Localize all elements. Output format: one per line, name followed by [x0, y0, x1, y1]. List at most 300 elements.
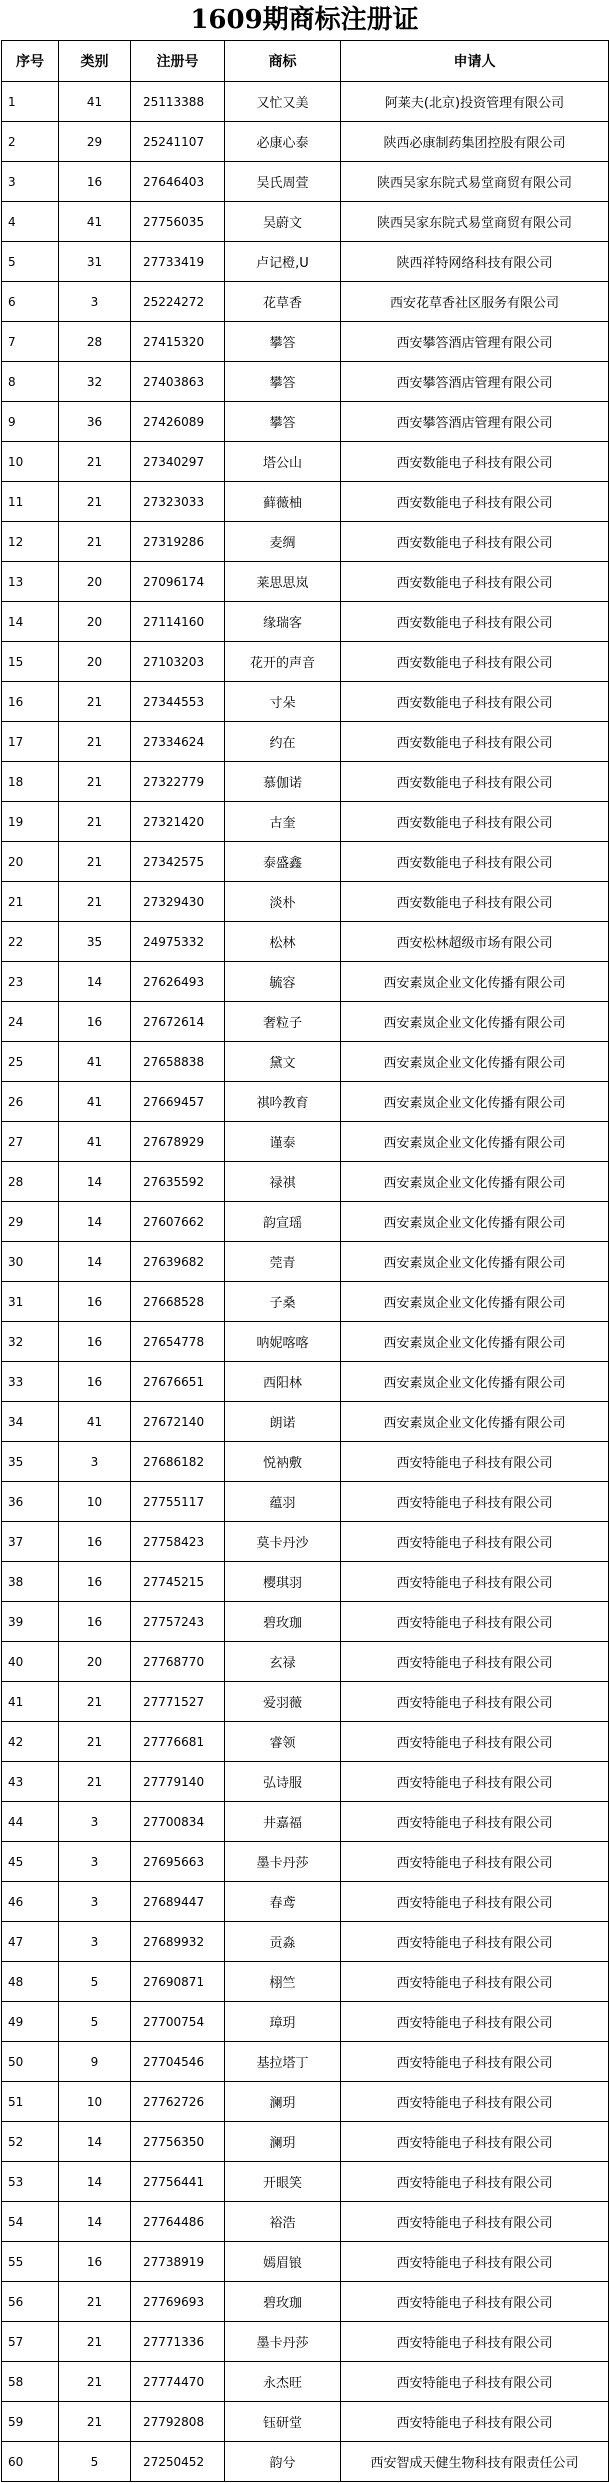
cell-seq: 30 — [2, 1242, 59, 1282]
cell-applicant: 西安数能电子科技有限公司 — [341, 482, 609, 522]
cell-applicant: 西安数能电子科技有限公司 — [341, 522, 609, 562]
table-row — [2, 1242, 609, 1282]
cell-trademark: 嫣眉锒 — [225, 2242, 341, 2282]
table-row — [2, 2282, 609, 2322]
cell-reg-no: 27607662 — [131, 1202, 225, 1242]
cell-reg-no: 27646403 — [131, 162, 225, 202]
cell-applicant: 西安特能电子科技有限公司 — [341, 1762, 609, 1802]
cell-trademark: 贡淼 — [225, 1922, 341, 1962]
cell-reg-no: 27403863 — [131, 362, 225, 402]
table-row — [2, 2362, 609, 2402]
cell-trademark: 墨卡丹莎 — [225, 1842, 341, 1882]
table-row — [2, 642, 609, 682]
cell-trademark: 花开的声音 — [225, 642, 341, 682]
table-row — [2, 1402, 609, 1442]
cell-seq: 7 — [2, 322, 59, 362]
cell-seq: 15 — [2, 642, 59, 682]
cell-trademark: 墨卡丹莎 — [225, 2322, 341, 2362]
cell-seq: 42 — [2, 1722, 59, 1762]
cell-seq: 1 — [2, 82, 59, 122]
table-row — [2, 2162, 609, 2202]
cell-seq: 52 — [2, 2122, 59, 2162]
cell-seq: 41 — [2, 1682, 59, 1722]
table-row — [2, 922, 609, 962]
cell-seq: 4 — [2, 202, 59, 242]
cell-applicant: 陕西吴家东院式易堂商贸有限公司 — [341, 202, 609, 242]
cell-class: 3 — [59, 282, 131, 322]
cell-trademark: 西阳林 — [225, 1362, 341, 1402]
cell-seq: 3 — [2, 162, 59, 202]
cell-trademark: 裕浩 — [225, 2202, 341, 2242]
cell-applicant: 西安数能电子科技有限公司 — [341, 602, 609, 642]
table-row — [2, 1282, 609, 1322]
table-row — [2, 362, 609, 402]
cell-class: 21 — [59, 1722, 131, 1762]
cell-reg-no: 27669457 — [131, 1082, 225, 1122]
cell-class: 14 — [59, 2162, 131, 2202]
cell-applicant: 西安特能电子科技有限公司 — [341, 2042, 609, 2082]
cell-class: 9 — [59, 2042, 131, 2082]
cell-reg-no: 27768770 — [131, 1642, 225, 1682]
cell-trademark: 卢记橙,U — [225, 242, 341, 282]
cell-class: 16 — [59, 2242, 131, 2282]
cell-class: 21 — [59, 2362, 131, 2402]
cell-applicant: 西安特能电子科技有限公司 — [341, 1962, 609, 2002]
cell-class: 20 — [59, 602, 131, 642]
table-row — [2, 322, 609, 362]
cell-trademark: 澜玥 — [225, 2122, 341, 2162]
cell-seq: 56 — [2, 2282, 59, 2322]
cell-reg-no: 27690871 — [131, 1962, 225, 2002]
cell-applicant: 西安特能电子科技有限公司 — [341, 1442, 609, 1482]
table-row — [2, 842, 609, 882]
cell-applicant: 西安特能电子科技有限公司 — [341, 2002, 609, 2042]
table-row — [2, 1722, 609, 1762]
cell-applicant: 西安特能电子科技有限公司 — [341, 1802, 609, 1842]
cell-seq: 57 — [2, 2322, 59, 2362]
cell-seq: 16 — [2, 682, 59, 722]
cell-reg-no: 27654778 — [131, 1322, 225, 1362]
cell-seq: 11 — [2, 482, 59, 522]
cell-reg-no: 27792808 — [131, 2402, 225, 2442]
cell-class: 21 — [59, 2322, 131, 2362]
cell-reg-no: 27319286 — [131, 522, 225, 562]
cell-seq: 49 — [2, 2002, 59, 2042]
cell-reg-no: 27103203 — [131, 642, 225, 682]
cell-reg-no: 27764486 — [131, 2202, 225, 2242]
cell-class: 14 — [59, 962, 131, 1002]
cell-seq: 55 — [2, 2242, 59, 2282]
cell-reg-no: 27686182 — [131, 1442, 225, 1482]
cell-trademark: 泰盛鑫 — [225, 842, 341, 882]
cell-reg-no: 27322779 — [131, 762, 225, 802]
cell-trademark: 璋玥 — [225, 2002, 341, 2042]
cell-class: 41 — [59, 1122, 131, 1162]
cell-class: 5 — [59, 2002, 131, 2042]
table-row — [2, 1202, 609, 1242]
cell-applicant: 西安特能电子科技有限公司 — [341, 1562, 609, 1602]
cell-seq: 43 — [2, 1762, 59, 1802]
cell-applicant: 西安攀答酒店管理有限公司 — [341, 402, 609, 442]
cell-trademark: 寸朵 — [225, 682, 341, 722]
table-body — [2, 82, 609, 2482]
table-row — [2, 962, 609, 1002]
table-row — [2, 682, 609, 722]
cell-seq: 60 — [2, 2442, 59, 2482]
cell-seq: 17 — [2, 722, 59, 762]
cell-applicant: 西安特能电子科技有限公司 — [341, 2322, 609, 2362]
cell-class: 5 — [59, 1962, 131, 2002]
cell-seq: 59 — [2, 2402, 59, 2442]
cell-trademark: 祺吟教育 — [225, 1082, 341, 1122]
cell-applicant: 西安素岚企业文化传播有限公司 — [341, 1202, 609, 1242]
cell-applicant: 西安特能电子科技有限公司 — [341, 2242, 609, 2282]
cell-seq: 23 — [2, 962, 59, 1002]
cell-applicant: 西安素岚企业文化传播有限公司 — [341, 1042, 609, 1082]
cell-class: 41 — [59, 1082, 131, 1122]
table-row — [2, 2082, 609, 2122]
cell-seq: 45 — [2, 1842, 59, 1882]
cell-seq: 58 — [2, 2362, 59, 2402]
cell-class: 21 — [59, 682, 131, 722]
cell-applicant: 西安松林超级市场有限公司 — [341, 922, 609, 962]
cell-seq: 47 — [2, 1922, 59, 1962]
cell-trademark: 春鸢 — [225, 1882, 341, 1922]
cell-reg-no: 27114160 — [131, 602, 225, 642]
cell-applicant: 西安特能电子科技有限公司 — [341, 1882, 609, 1922]
table-row — [2, 1122, 609, 1162]
cell-seq: 53 — [2, 2162, 59, 2202]
cell-applicant: 陕西吴家东院式易堂商贸有限公司 — [341, 162, 609, 202]
cell-reg-no: 27755117 — [131, 1482, 225, 1522]
table-row — [2, 1842, 609, 1882]
cell-reg-no: 27668528 — [131, 1282, 225, 1322]
table-row — [2, 2122, 609, 2162]
cell-reg-no: 27321420 — [131, 802, 225, 842]
header-class: 类别 — [59, 41, 131, 82]
cell-trademark: 约在 — [225, 722, 341, 762]
cell-trademark: 松林 — [225, 922, 341, 962]
cell-applicant: 西安特能电子科技有限公司 — [341, 2362, 609, 2402]
cell-class: 14 — [59, 1242, 131, 1282]
cell-applicant: 陕西必康制药集团控股有限公司 — [341, 122, 609, 162]
table-row — [2, 2042, 609, 2082]
cell-reg-no: 27704546 — [131, 2042, 225, 2082]
cell-trademark: 麦绸 — [225, 522, 341, 562]
cell-applicant: 西安特能电子科技有限公司 — [341, 1642, 609, 1682]
cell-applicant: 西安攀答酒店管理有限公司 — [341, 362, 609, 402]
cell-trademark: 塔公山 — [225, 442, 341, 482]
cell-trademark: 钰研堂 — [225, 2402, 341, 2442]
cell-trademark: 谨泰 — [225, 1122, 341, 1162]
cell-applicant: 西安素岚企业文化传播有限公司 — [341, 1322, 609, 1362]
cell-seq: 2 — [2, 122, 59, 162]
cell-applicant: 西安素岚企业文化传播有限公司 — [341, 1082, 609, 1122]
cell-seq: 44 — [2, 1802, 59, 1842]
table-row — [2, 1442, 609, 1482]
table-row — [2, 1042, 609, 1082]
cell-seq: 13 — [2, 562, 59, 602]
table-row — [2, 1322, 609, 1362]
cell-trademark: 爱羽薇 — [225, 1682, 341, 1722]
table-row — [2, 1162, 609, 1202]
cell-reg-no: 27658838 — [131, 1042, 225, 1082]
table-row — [2, 762, 609, 802]
cell-applicant: 西安特能电子科技有限公司 — [341, 1682, 609, 1722]
cell-trademark: 碧玫珈 — [225, 1602, 341, 1642]
cell-applicant: 西安特能电子科技有限公司 — [341, 1842, 609, 1882]
cell-applicant: 西安数能电子科技有限公司 — [341, 642, 609, 682]
cell-reg-no: 27323033 — [131, 482, 225, 522]
cell-applicant: 西安数能电子科技有限公司 — [341, 842, 609, 882]
cell-trademark: 永杰旺 — [225, 2362, 341, 2402]
cell-applicant: 西安特能电子科技有限公司 — [341, 2402, 609, 2442]
cell-reg-no: 27762726 — [131, 2082, 225, 2122]
table-row — [2, 1762, 609, 1802]
cell-trademark: 慕伽诺 — [225, 762, 341, 802]
cell-class: 20 — [59, 642, 131, 682]
cell-trademark: 花草香 — [225, 282, 341, 322]
cell-reg-no: 27758423 — [131, 1522, 225, 1562]
cell-reg-no: 27334624 — [131, 722, 225, 762]
table-row — [2, 1802, 609, 1842]
cell-trademark: 子桑 — [225, 1282, 341, 1322]
cell-applicant: 西安素岚企业文化传播有限公司 — [341, 1242, 609, 1282]
cell-applicant: 西安特能电子科技有限公司 — [341, 2162, 609, 2202]
cell-class: 16 — [59, 162, 131, 202]
trademark-table — [1, 40, 609, 2482]
cell-class: 10 — [59, 2082, 131, 2122]
cell-seq: 37 — [2, 1522, 59, 1562]
cell-trademark: 开眼笑 — [225, 2162, 341, 2202]
cell-class: 41 — [59, 82, 131, 122]
cell-reg-no: 27695663 — [131, 1842, 225, 1882]
cell-class: 41 — [59, 1042, 131, 1082]
cell-reg-no: 27340297 — [131, 442, 225, 482]
cell-seq: 10 — [2, 442, 59, 482]
cell-seq: 35 — [2, 1442, 59, 1482]
cell-reg-no: 27678929 — [131, 1122, 225, 1162]
cell-class: 16 — [59, 1362, 131, 1402]
cell-reg-no: 27639682 — [131, 1242, 225, 1282]
cell-reg-no: 27738919 — [131, 2242, 225, 2282]
cell-class: 3 — [59, 1922, 131, 1962]
cell-trademark: 奢粒子 — [225, 1002, 341, 1042]
cell-class: 16 — [59, 1602, 131, 1642]
table-row — [2, 522, 609, 562]
cell-seq: 20 — [2, 842, 59, 882]
cell-seq: 50 — [2, 2042, 59, 2082]
cell-class: 16 — [59, 1322, 131, 1362]
cell-reg-no: 27776681 — [131, 1722, 225, 1762]
cell-applicant: 西安素岚企业文化传播有限公司 — [341, 1282, 609, 1322]
cell-seq: 33 — [2, 1362, 59, 1402]
table-row — [2, 1882, 609, 1922]
cell-reg-no: 27733419 — [131, 242, 225, 282]
table-row — [2, 802, 609, 842]
cell-class: 3 — [59, 1802, 131, 1842]
cell-seq: 34 — [2, 1402, 59, 1442]
table-row — [2, 1562, 609, 1602]
cell-trademark: 弘诗服 — [225, 1762, 341, 1802]
cell-class: 14 — [59, 1162, 131, 1202]
table-row — [2, 2322, 609, 2362]
cell-trademark: 攀答 — [225, 322, 341, 362]
table-row — [2, 602, 609, 642]
cell-applicant: 西安数能电子科技有限公司 — [341, 442, 609, 482]
table-row — [2, 402, 609, 442]
cell-class: 21 — [59, 522, 131, 562]
cell-class: 21 — [59, 2402, 131, 2442]
cell-class: 21 — [59, 842, 131, 882]
cell-applicant: 西安特能电子科技有限公司 — [341, 1722, 609, 1762]
cell-trademark: 朗诺 — [225, 1402, 341, 1442]
cell-trademark: 又忙又美 — [225, 82, 341, 122]
cell-reg-no: 27672614 — [131, 1002, 225, 1042]
cell-applicant: 西安数能电子科技有限公司 — [341, 762, 609, 802]
cell-class: 16 — [59, 1002, 131, 1042]
cell-class: 21 — [59, 722, 131, 762]
cell-seq: 12 — [2, 522, 59, 562]
cell-applicant: 西安数能电子科技有限公司 — [341, 802, 609, 842]
cell-seq: 40 — [2, 1642, 59, 1682]
cell-class: 10 — [59, 1482, 131, 1522]
cell-trademark: 淡朴 — [225, 882, 341, 922]
cell-trademark: 黛文 — [225, 1042, 341, 1082]
cell-seq: 36 — [2, 1482, 59, 1522]
table-row — [2, 2402, 609, 2442]
cell-trademark: 睿领 — [225, 1722, 341, 1762]
cell-class: 32 — [59, 362, 131, 402]
cell-class: 41 — [59, 1402, 131, 1442]
cell-reg-no: 27771336 — [131, 2322, 225, 2362]
table-row — [2, 202, 609, 242]
cell-applicant: 阿莱夫(北京)投资管理有限公司 — [341, 82, 609, 122]
cell-applicant: 西安特能电子科技有限公司 — [341, 1602, 609, 1642]
cell-class: 14 — [59, 2202, 131, 2242]
table-row — [2, 562, 609, 602]
table-row — [2, 1482, 609, 1522]
cell-trademark: 韵宣瑶 — [225, 1202, 341, 1242]
cell-trademark: 井嘉福 — [225, 1802, 341, 1842]
cell-class: 16 — [59, 1522, 131, 1562]
cell-class: 29 — [59, 122, 131, 162]
cell-applicant: 西安特能电子科技有限公司 — [341, 1482, 609, 1522]
cell-applicant: 西安攀答酒店管理有限公司 — [341, 322, 609, 362]
header-seq: 序号 — [2, 41, 59, 82]
cell-reg-no: 27250452 — [131, 2442, 225, 2482]
table-row — [2, 1962, 609, 2002]
cell-applicant: 陕西祥特网络科技有限公司 — [341, 242, 609, 282]
cell-seq: 39 — [2, 1602, 59, 1642]
cell-applicant: 西安数能电子科技有限公司 — [341, 562, 609, 602]
cell-seq: 5 — [2, 242, 59, 282]
cell-seq: 28 — [2, 1162, 59, 1202]
table-row — [2, 1682, 609, 1722]
header-reg-no: 注册号 — [131, 41, 225, 82]
cell-reg-no: 27426089 — [131, 402, 225, 442]
cell-trademark: 毓容 — [225, 962, 341, 1002]
cell-class: 3 — [59, 1882, 131, 1922]
cell-applicant: 西安特能电子科技有限公司 — [341, 2202, 609, 2242]
cell-class: 21 — [59, 442, 131, 482]
cell-class: 14 — [59, 2122, 131, 2162]
cell-applicant: 西安素岚企业文化传播有限公司 — [341, 1402, 609, 1442]
cell-trademark: 呐妮喀喀 — [225, 1322, 341, 1362]
table-row — [2, 1362, 609, 1402]
cell-class: 21 — [59, 482, 131, 522]
cell-seq: 32 — [2, 1322, 59, 1362]
cell-reg-no: 27415320 — [131, 322, 225, 362]
cell-applicant: 西安数能电子科技有限公司 — [341, 722, 609, 762]
cell-class: 28 — [59, 322, 131, 362]
table-row — [2, 282, 609, 322]
cell-reg-no: 27676651 — [131, 1362, 225, 1402]
cell-trademark: 碧玫珈 — [225, 2282, 341, 2322]
cell-trademark: 禄祺 — [225, 1162, 341, 1202]
cell-seq: 48 — [2, 1962, 59, 2002]
cell-reg-no: 24975332 — [131, 922, 225, 962]
table-row — [2, 122, 609, 162]
table-row — [2, 1642, 609, 1682]
cell-trademark: 吴蔚文 — [225, 202, 341, 242]
cell-class: 3 — [59, 1842, 131, 1882]
cell-reg-no: 27344553 — [131, 682, 225, 722]
cell-class: 41 — [59, 202, 131, 242]
header-trademark: 商标 — [225, 41, 341, 82]
cell-trademark: 必康心泰 — [225, 122, 341, 162]
cell-trademark: 玄禄 — [225, 1642, 341, 1682]
cell-seq: 8 — [2, 362, 59, 402]
cell-reg-no: 27774470 — [131, 2362, 225, 2402]
cell-reg-no: 27745215 — [131, 1562, 225, 1602]
cell-applicant: 西安特能电子科技有限公司 — [341, 2282, 609, 2322]
cell-trademark: 韵兮 — [225, 2442, 341, 2482]
cell-seq: 25 — [2, 1042, 59, 1082]
cell-reg-no: 27342575 — [131, 842, 225, 882]
cell-class: 21 — [59, 1682, 131, 1722]
table-row — [2, 1922, 609, 1962]
table-row — [2, 1602, 609, 1642]
cell-reg-no: 27756350 — [131, 2122, 225, 2162]
cell-class: 3 — [59, 1442, 131, 1482]
table-row — [2, 82, 609, 122]
cell-reg-no: 27329430 — [131, 882, 225, 922]
table-row — [2, 2002, 609, 2042]
cell-reg-no: 27757243 — [131, 1602, 225, 1642]
cell-reg-no: 27771527 — [131, 1682, 225, 1722]
table-row — [2, 722, 609, 762]
cell-class: 21 — [59, 802, 131, 842]
cell-reg-no: 27756035 — [131, 202, 225, 242]
cell-seq: 18 — [2, 762, 59, 802]
cell-trademark: 攀答 — [225, 402, 341, 442]
cell-seq: 29 — [2, 1202, 59, 1242]
cell-seq: 51 — [2, 2082, 59, 2122]
cell-applicant: 西安特能电子科技有限公司 — [341, 1922, 609, 1962]
cell-applicant: 西安特能电子科技有限公司 — [341, 2122, 609, 2162]
cell-reg-no: 27779140 — [131, 1762, 225, 1802]
cell-reg-no: 27626493 — [131, 962, 225, 1002]
page-title: 1609期商标注册证 — [190, 5, 419, 35]
cell-seq: 9 — [2, 402, 59, 442]
cell-reg-no: 27769693 — [131, 2282, 225, 2322]
cell-applicant: 西安特能电子科技有限公司 — [341, 1522, 609, 1562]
cell-seq: 38 — [2, 1562, 59, 1602]
cell-seq: 24 — [2, 1002, 59, 1042]
cell-trademark: 莫卡丹沙 — [225, 1522, 341, 1562]
cell-trademark: 古奎 — [225, 802, 341, 842]
